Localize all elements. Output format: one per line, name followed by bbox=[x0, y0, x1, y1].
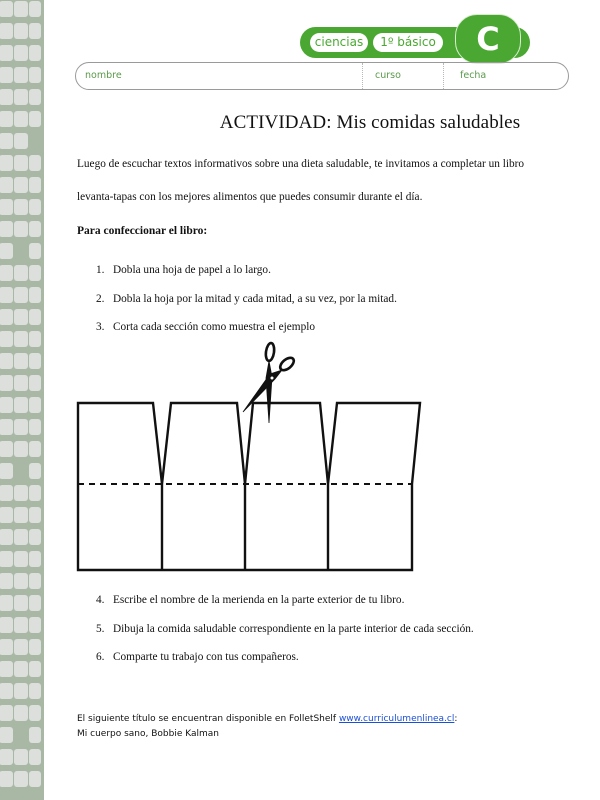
section-outline bbox=[78, 403, 420, 570]
step-text: Dobla la hoja por la mitad y cada mitad, a su vez, por la mitad. bbox=[113, 293, 397, 305]
step-number: 3. bbox=[96, 321, 105, 333]
date-field-label: fecha bbox=[460, 70, 487, 81]
step-text: Dobla una hoja de papel a lo largo. bbox=[113, 264, 271, 276]
step-number: 6. bbox=[96, 651, 105, 663]
page-title: ACTIVIDAD: Mis comidas saludables bbox=[219, 112, 521, 133]
name-field-label: nombre bbox=[85, 70, 122, 81]
step-number: 1. bbox=[96, 264, 105, 276]
intro-text-line-2: levanta-tapas con los mejores alimentos que puedes consumir durante el día. bbox=[77, 191, 423, 203]
step-number: 5. bbox=[96, 623, 105, 635]
step-text: Corta cada sección como muestra el ejemplo bbox=[113, 321, 316, 333]
subject-badge: C bbox=[455, 14, 521, 64]
step-item bbox=[96, 594, 404, 606]
instructions-subheading: Para confeccionar el libro: bbox=[77, 225, 208, 237]
intro-text-line-1: Luego de escuchar textos informativos sobre una dieta saludable, te invitamos a completar un libro bbox=[77, 158, 525, 170]
step-text: Comparte tu trabajo con tus compañeros. bbox=[113, 651, 299, 663]
scissors-icon bbox=[243, 343, 296, 423]
footer-colon: : bbox=[454, 714, 458, 724]
step-text: Dibuja la comida saludable correspondiente en la parte interior de cada sección. bbox=[113, 623, 474, 635]
curriculum-link[interactable]: www.curriculumenlinea.cl bbox=[338, 714, 455, 724]
step-item bbox=[96, 623, 474, 635]
grade-label: 1º básico bbox=[373, 33, 443, 52]
paper-outline bbox=[78, 403, 420, 570]
step-text: Escribe el nombre de la merienda en la parte exterior de tu libro. bbox=[113, 594, 405, 606]
step-number: 4. bbox=[96, 594, 105, 606]
footer-book-title: Mi cuerpo sano, Bobbie Kalman bbox=[77, 729, 219, 739]
footer-reference-line bbox=[77, 714, 457, 724]
footer-text: El siguiente título se encuentran disponible en FolletShelf bbox=[77, 714, 339, 724]
subject-label: ciencias bbox=[310, 33, 368, 52]
step-number: 2. bbox=[96, 293, 105, 305]
step-item bbox=[96, 651, 299, 663]
course-field-label: curso bbox=[375, 70, 401, 81]
